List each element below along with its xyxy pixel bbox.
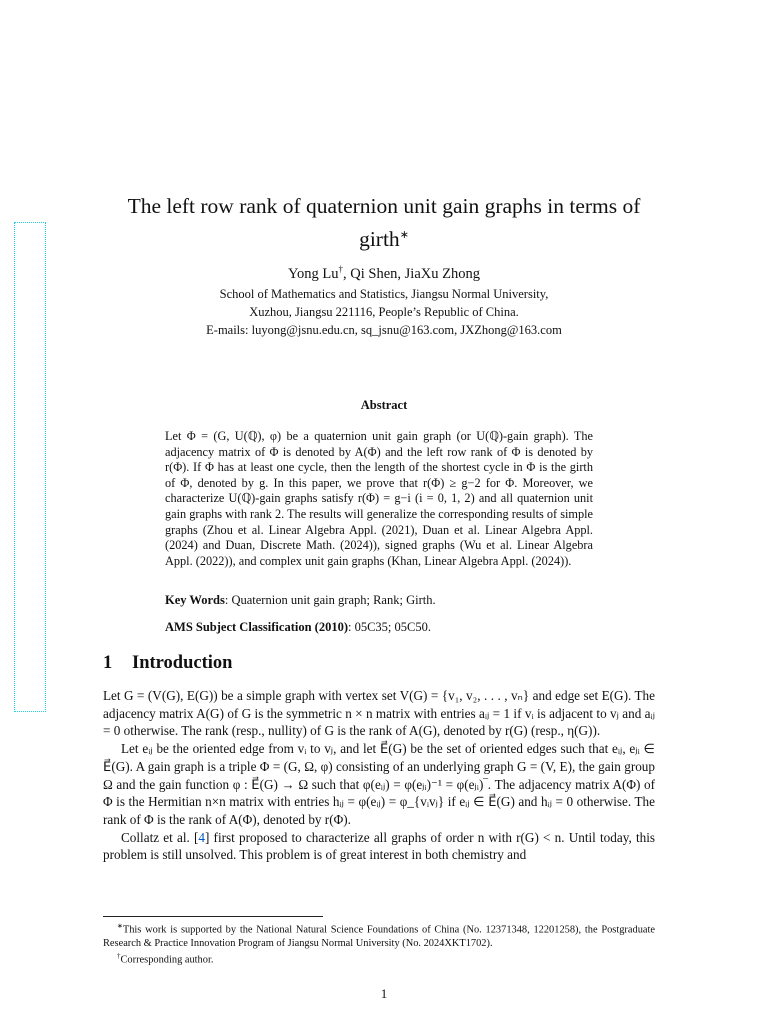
affiliation-line-1: School of Mathematics and Statistics, Jiangsu Normal University,: [219, 287, 549, 301]
footnote-1-text: This work is supported by the National Natural Science Foundations of China (No. 12371348, 12201258), the Postgraduate Research & Practice Innovation Program of Jiangsu Normal University (No. 2024XKT1702).: [103, 924, 655, 949]
author-1: Yong Lu: [288, 265, 339, 282]
citation-link[interactable]: 4: [198, 829, 205, 845]
ams-text: : 05C35; 05C50.: [347, 620, 431, 634]
paper-title: [100, 192, 668, 254]
author-rest: , Qi Shen, JiaXu Zhong: [343, 265, 480, 282]
footnote-2-text: Corresponding author.: [120, 954, 214, 966]
footnote-2: [103, 950, 655, 967]
keywords-label: Key Words: [165, 593, 225, 607]
keywords: [165, 593, 605, 608]
intro-paragraph-2: Let eᵢⱼ be the oriented edge from vᵢ to vⱼ, and let E⃗(G) be the set of oriented edges such that eᵢⱼ, eⱼᵢ ∈ E⃗(G). A gain graph is a triple Φ = (G, Ω, φ) consisting of an underlying graph G = (V, E), the gain group Ω and the gain function φ : E⃗(G) → Ω such that φ(eᵢⱼ) = φ(eⱼᵢ)⁻¹ = φ(eⱼᵢ)‾. The adjacency matrix A(Φ) of Φ is the Hermitian n×n matrix with entries hᵢⱼ = φ(eᵢⱼ) = φ_{vᵢvⱼ} if eᵢⱼ ∈ E⃗(G) and hᵢⱼ = 0 otherwise. The rank of Φ is the rank of A(Φ), denoted by r(Φ).: [103, 741, 655, 827]
page-number: 1: [380, 986, 388, 1001]
ams-classification: [165, 620, 605, 635]
footnote-1-mark: ∗: [117, 922, 123, 930]
title-footnote-mark: ∗: [399, 229, 409, 241]
email-line[interactable]: E-mails: luyong@jsnu.edu.cn, sq_jsnu@163.com, JXZhong@163.com: [206, 323, 562, 337]
title-line-1: The left row rank of quaternion unit gain graphs in terms of: [127, 194, 641, 218]
intro-paragraph-3: [103, 829, 655, 864]
introduction-body: [103, 687, 655, 864]
title-line-2: girth: [359, 227, 400, 252]
ams-label: AMS Subject Classification (2010): [165, 620, 348, 634]
affiliation-line-2: Xuzhou, Jiangsu 221116, People’s Republic of China.: [249, 305, 519, 319]
footnotes: [103, 920, 655, 967]
link-highlight-box: [14, 222, 46, 712]
affiliation: [100, 285, 668, 339]
intro-p3-after: ] first proposed to characterize all graphs of order n with r(G) < n. Until today, this problem is still unsolved. This problem is of great interest in both chemistry and: [103, 829, 655, 863]
section-heading: [103, 653, 232, 674]
footnote-rule: [103, 916, 323, 917]
section-number: 1: [103, 653, 113, 673]
intro-paragraph-1: Let G = (V(G), E(G)) be a simple graph with vertex set V(G) = {v₁, v₂, . . . , vₙ} and edge set E(G). The adjacency matrix A(G) of G is the symmetric n × n matrix with entries aᵢⱼ = 1 if vᵢ is adjacent to vⱼ and aᵢⱼ = 0 otherwise. The rank (resp., nullity) of G is the rank of A(G), denoted by r(G) (resp., η(G)).: [103, 688, 655, 739]
footnote-2-mark: †: [117, 952, 121, 961]
keywords-text: : Quaternion unit gain graph; Rank; Girth.: [224, 593, 436, 607]
corresponding-mark: †: [338, 264, 344, 274]
abstract-text: Let Φ = (G, U(ℚ), φ) be a quaternion unit gain graph (or U(ℚ)-gain graph). The adjacency matrix of Φ is denoted by A(Φ) and the left row rank of Φ is denoted by r(Φ). If Φ has at least one cycle, then the length of the shortest cycle in Φ is the girth of Φ, denoted by g. In this paper, we prove that r(Φ) ≥ g−2 for Φ. Moreover, we characterize U(ℚ)-gain graphs satisfy r(Φ) = g−i (i = 0, 1, 2) and all quaternion unit gain graphs with rank 2. The results will generalize the corresponding results of simple graphs (Zhou et al. Linear Algebra Appl. (2021), Duan et al. Linear Algebra Appl. (2024) and Duan, Discrete Math. (2024)), signed graphs (Wu et al. Linear Algebra Appl. (2022)), and complex unit gain graphs (Khan, Linear Algebra Appl. (2024)).: [165, 429, 594, 568]
abstract-heading: Abstract: [360, 398, 408, 412]
section-title: Introduction: [132, 653, 233, 673]
intro-p3-before: Collatz et al. [: [121, 829, 199, 845]
footnote-1: [103, 920, 655, 950]
author-list: [100, 264, 668, 283]
